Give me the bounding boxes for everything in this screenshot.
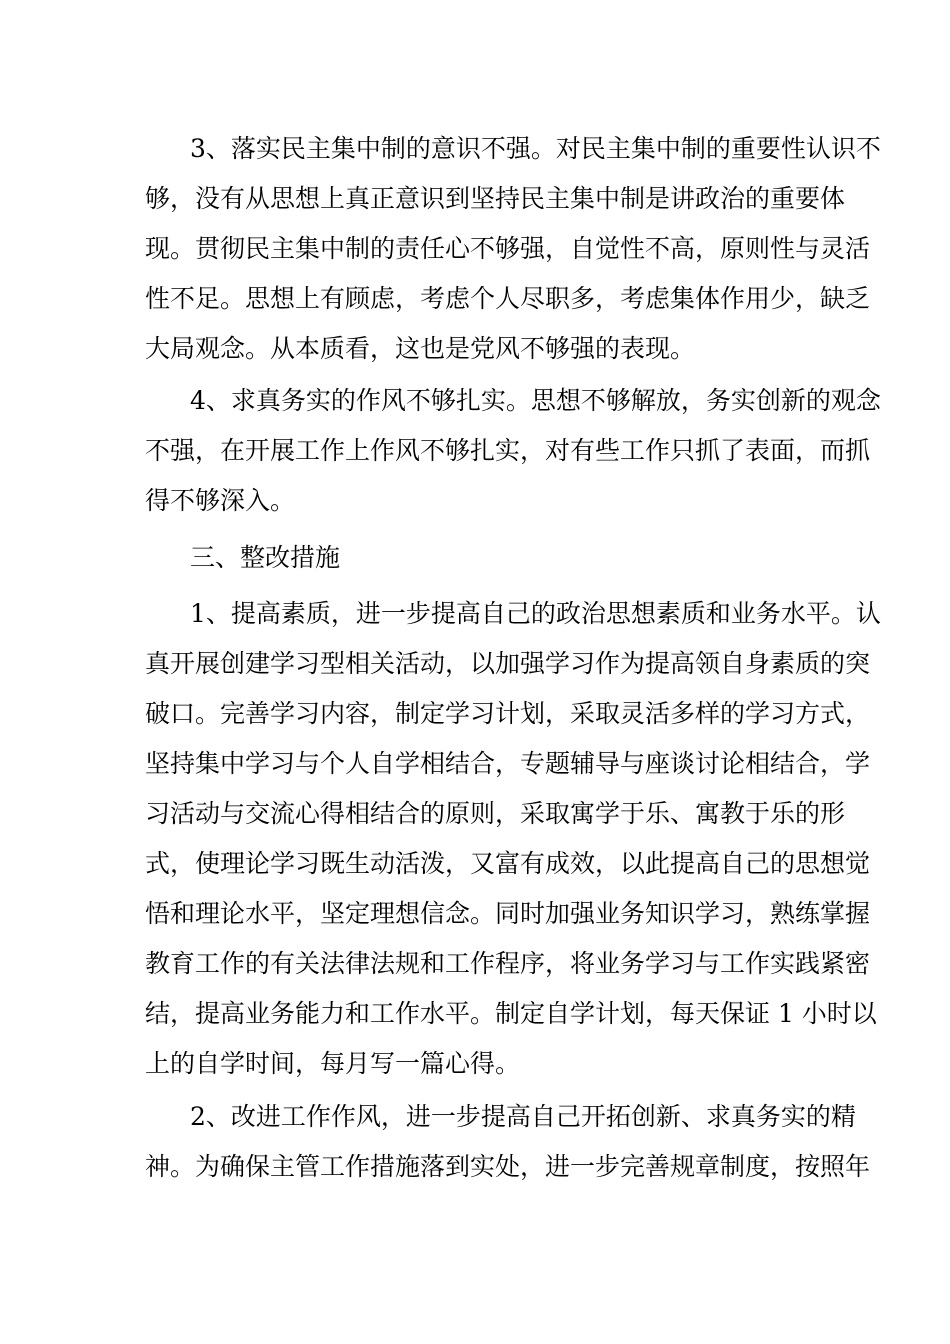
paragraph-line: 坚持集中学习与个人自学相结合，专题辅导与座谈讨论相结合，学 <box>145 749 871 778</box>
text-line <box>0 590 950 638</box>
paragraph-line: 结，提高业务能力和工作水平。制定自学计划，每天保证 1 小时以 <box>145 999 877 1028</box>
text-line <box>0 125 950 173</box>
paragraph-line: 够，没有从思想上真正意识到坚持民主集中制是讲政治的重要体 <box>145 184 846 213</box>
text-line <box>0 740 950 788</box>
paragraph-line: 神。为确保主管工作措施落到实处，进一步完善规章制度，按照年 <box>145 1152 871 1181</box>
text-line <box>0 175 950 223</box>
text-line <box>0 1143 950 1191</box>
paragraph-line: 不强，在开展工作上作风不够扎实，对有些工作只抓了表面，而抓 <box>145 436 871 465</box>
text-line <box>0 477 950 525</box>
text-line <box>0 790 950 838</box>
paragraph-line: 教育工作的有关法律法规和工作程序，将业务学习与工作实践紧密 <box>145 949 871 978</box>
paragraph-first-line: 4、求真务实的作风不够扎实。思想不够解放，务实创新的观念 <box>190 386 881 415</box>
text-line <box>0 534 950 582</box>
text-line <box>0 690 950 738</box>
text-line <box>0 640 950 688</box>
paragraph-line: 习活动与交流心得相结合的原则，采取寓学于乐、寓教于乐的形 <box>145 799 846 828</box>
text-line <box>0 1040 950 1088</box>
paragraph-first-line: 3、落实民主集中制的意识不强。对民主集中制的重要性认识不 <box>190 134 881 163</box>
text-line <box>0 840 950 888</box>
paragraph-line: 破口。完善学习内容，制定学习计划，采取灵活多样的学习方式， <box>145 699 871 728</box>
text-line <box>0 427 950 475</box>
paragraph-last-line: 得不够深入。 <box>145 486 296 515</box>
text-line <box>0 1093 950 1141</box>
paragraph-first-line: 1、提高素质，进一步提高自己的政治思想素质和业务水平。认 <box>190 599 881 628</box>
paragraph-last-line: 上的自学时间，每月写一篇心得。 <box>145 1049 521 1078</box>
paragraph-line: 现。贯彻民主集中制的责任心不够强，自觉性不高，原则性与灵活 <box>145 234 871 263</box>
text-line <box>0 325 950 373</box>
text-line <box>0 225 950 273</box>
text-line <box>0 890 950 938</box>
paragraph-line: 式，使理论学习既生动活泼，又富有成效，以此提高自己的思想觉 <box>145 849 871 878</box>
text-line <box>0 990 950 1038</box>
paragraph-line: 真开展创建学习型相关活动，以加强学习作为提高领自身素质的突 <box>145 649 871 678</box>
paragraph-line: 性不足。思想上有顾虑，考虑个人尽职多，考虑集体作用少，缺乏 <box>145 284 871 313</box>
text-line <box>0 377 950 425</box>
paragraph-last-line: 大局观念。从本质看，这也是党风不够强的表现。 <box>145 334 696 363</box>
paragraph-line: 悟和理论水平，坚定理想信念。同时加强业务知识学习，熟练掌握 <box>145 899 871 928</box>
text-line <box>0 275 950 323</box>
text-line <box>0 940 950 988</box>
paragraph-first-line: 2、改进工作作风，进一步提高自己开拓创新、求真务实的精 <box>190 1102 856 1131</box>
section-heading: 三、整改措施 <box>190 543 341 572</box>
